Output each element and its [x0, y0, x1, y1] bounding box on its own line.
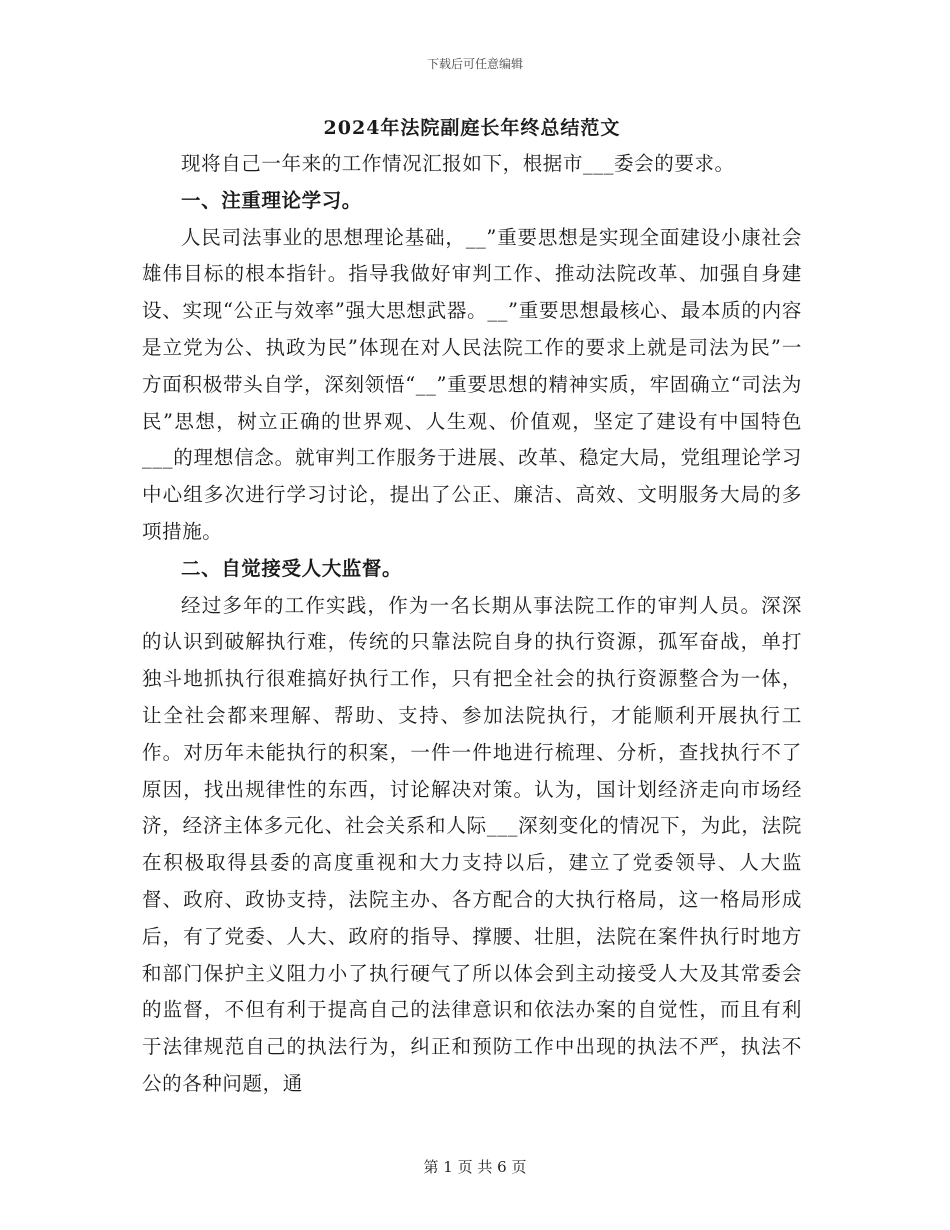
document-body	[142, 112, 802, 1103]
section-1-paragraph: 人民司法事业的思想理论基础，__”重要思想是实现全面建设小康社会雄伟目标的根本指针。指导我做好审判工作、推动法院改革、加强自身建设、实现“公正与效率”强大思想武器。__”重要思想最核心、最本质的内容是立党为公、执政为民”体现在对人民法院工作的要求上就是司法为民”一方面积极带头自学，深刻领悟“__”重要思想的精神实质，牢固确立“司法为民”思想，树立正确的世界观、人生观、价值观，坚定了建设有中国特色___的理想信念。就审判工作服务于进展、改革、稳定大局，党组理论学习中心组多次进行学习讨论，提出了公正、廉洁、高效、文明服务大局的多项措施。	[142, 225, 802, 543]
section-2-heading: 二、自觉接受人大监督。	[181, 556, 403, 580]
intro-paragraph: 现将自己一年来的工作情况汇报如下，根据市___委会的要求。	[181, 152, 735, 175]
document-title: 2024年法院副庭长年终总结范文	[323, 117, 621, 139]
page-number-footer: 第 1 页 共 6 页	[423, 1158, 527, 1176]
header-note: 下载后可任意编辑	[426, 57, 523, 71]
section-1-heading: 一、注重理论学习。	[181, 188, 362, 212]
section-2-paragraph: 经过多年的工作实践，作为一名长期从事法院工作的审判人员。深深的认识到破解执行难，传统的只靠法院自身的执行资源，孤军奋战，单打独斗地抓执行很难搞好执行工作，只有把全社会的执行资源整合为一体，让全社会都来理解、帮助、支持、参加法院执行，才能顺利开展执行工作。对历年未能执行的积案，一件一件地进行梳理、分析，查找执行不了原因，找出规律性的东西，讨论解决对策。认为，国计划经济走向市场经济，经济主体多元化、社会关系和人际___深刻变化的情况下，为此，法院在积极取得县委的高度重视和大力支持以后，建立了党委领导、人大监督、政府、政协支持，法院主办、各方配合的大执行格局，这一格局形成后，有了党委、人大、政府的指导、撑腰、壮胆，法院在案件执行时地方和部门保护主义阻力小了执行硬气了所以体会到主动接受人大及其常委会的监督，不但有利于提高自己的法律意识和依法办案的自觉性，而且有利于法律规范自己的执法行为，纠正和预防工作中出现的执法不严，执法不公的各种问题，通	[142, 593, 802, 1095]
